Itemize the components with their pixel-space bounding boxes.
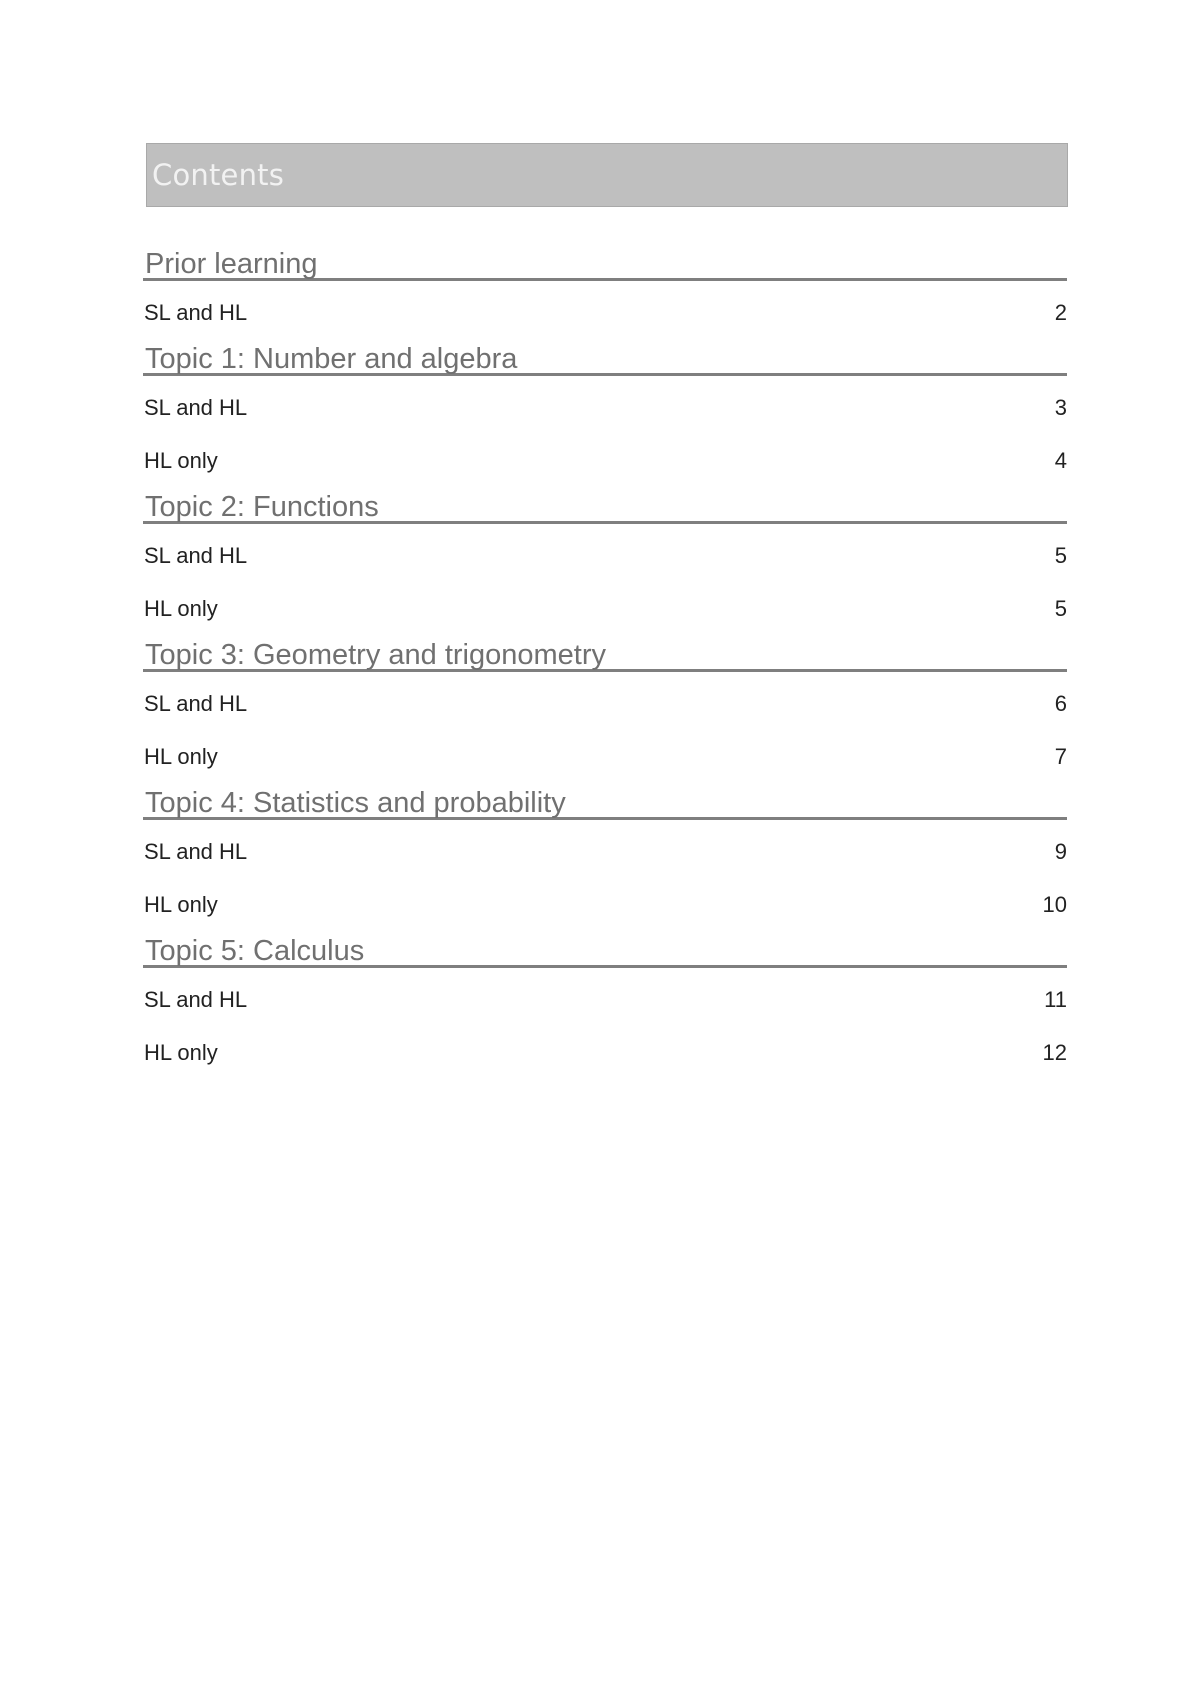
toc-entry-label: HL only <box>144 744 218 769</box>
toc-entry-page: 5 <box>1054 596 1067 621</box>
toc-section-topic-1 <box>143 340 1067 482</box>
toc-entry[interactable] <box>143 820 1067 873</box>
toc-section-heading-text: Topic 3: Geometry and trigonometry <box>145 639 606 671</box>
toc-section-heading[interactable] <box>143 488 1067 524</box>
toc-entry[interactable] <box>143 725 1067 778</box>
toc-entry[interactable] <box>143 429 1067 482</box>
toc-entry-label: HL only <box>144 448 218 473</box>
toc-section-topic-5 <box>143 932 1067 1074</box>
toc-section-topic-2 <box>143 488 1067 630</box>
toc-section-heading[interactable] <box>143 245 1067 281</box>
toc-entry-label: SL and HL <box>144 300 248 325</box>
toc-section-heading[interactable] <box>143 784 1067 820</box>
toc-entry[interactable] <box>143 968 1067 1021</box>
toc-entry-label: HL only <box>144 1040 218 1065</box>
toc-entry-page: 9 <box>1054 839 1067 864</box>
toc-entry-page: 3 <box>1054 395 1067 420</box>
toc-section-heading-text: Topic 1: Number and algebra <box>145 343 518 375</box>
toc-entry-label: SL and HL <box>144 987 248 1012</box>
toc-entry[interactable] <box>143 524 1067 577</box>
toc-entry-page: 12 <box>1042 1040 1067 1065</box>
toc-section-topic-4 <box>143 784 1067 926</box>
toc-entry-label: SL and HL <box>144 839 248 864</box>
toc-entry[interactable] <box>143 376 1067 429</box>
toc-section-heading[interactable] <box>143 932 1067 968</box>
toc-entry-page: 5 <box>1054 543 1067 568</box>
toc-section-heading[interactable] <box>143 636 1067 672</box>
toc-entry-label: SL and HL <box>144 543 248 568</box>
toc-entry[interactable] <box>143 281 1067 334</box>
toc-entry-label: HL only <box>144 892 218 917</box>
toc-entry-page: 2 <box>1054 300 1067 325</box>
toc-entry-page: 10 <box>1042 892 1067 917</box>
toc-entry[interactable] <box>143 1021 1067 1074</box>
toc-entry-label: SL and HL <box>144 395 248 420</box>
toc-entry-page: 11 <box>1044 987 1067 1012</box>
toc-entry-label: SL and HL <box>144 691 248 716</box>
toc-section-heading-text: Topic 5: Calculus <box>145 935 365 967</box>
toc-entry[interactable] <box>143 577 1067 630</box>
toc-section-heading-text: Topic 2: Functions <box>145 491 379 523</box>
toc-entry[interactable] <box>143 672 1067 725</box>
table-of-contents <box>143 245 1067 1074</box>
toc-section-heading[interactable] <box>143 340 1067 376</box>
contents-header-band <box>146 143 1068 207</box>
toc-section-heading-text: Prior learning <box>145 248 318 280</box>
toc-section-prior-learning <box>143 245 1067 334</box>
toc-entry[interactable] <box>143 873 1067 926</box>
toc-section-heading-text: Topic 4: Statistics and probability <box>145 787 566 819</box>
toc-section-topic-3 <box>143 636 1067 778</box>
toc-entry-page: 4 <box>1054 448 1067 473</box>
page-title: Contents <box>152 158 285 192</box>
toc-entry-page: 7 <box>1054 744 1067 769</box>
toc-entry-page: 6 <box>1054 691 1067 716</box>
toc-entry-label: HL only <box>144 596 218 621</box>
